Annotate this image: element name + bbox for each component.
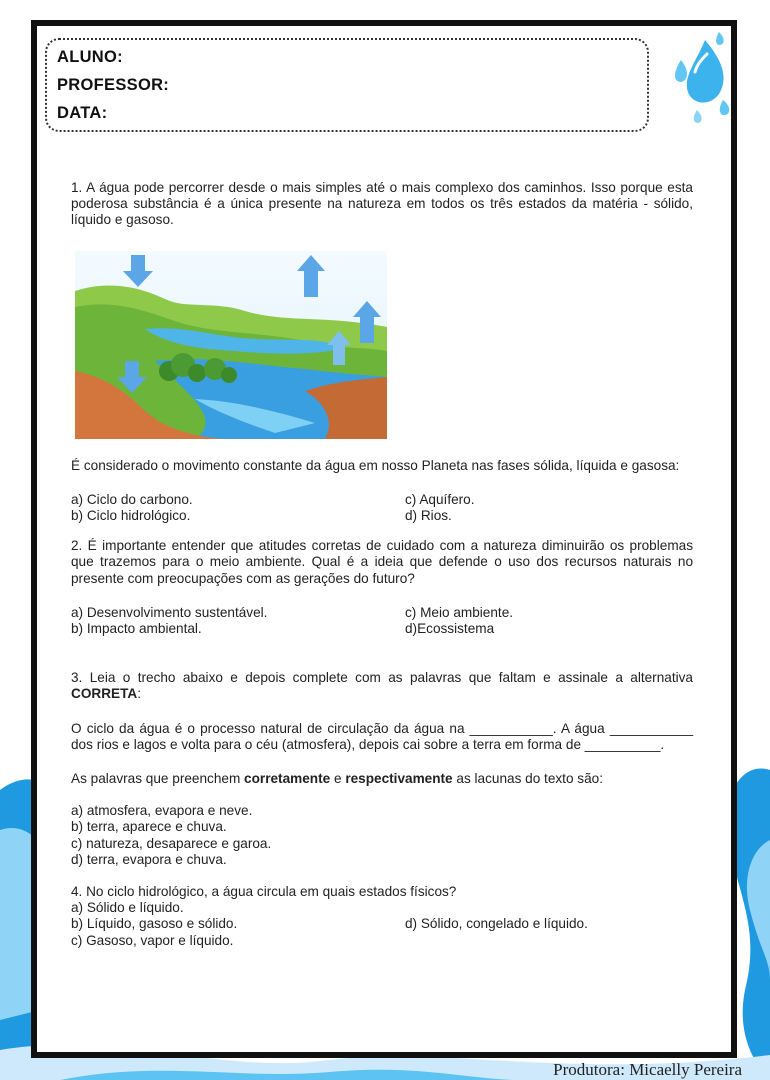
q2-option-b[interactable]: b) Impacto ambiental. [71,621,202,637]
q3-ask-1: As palavras que preenchem [71,771,241,787]
q1-option-a[interactable]: a) Ciclo do carbono. [71,491,193,507]
q4-option-b[interactable]: b) Líquido, gasoso e sólido. [71,916,238,932]
q3-option-d[interactable]: d) terra, evapora e chuva. [71,851,227,867]
q3-option-b[interactable]: b) terra, aparece e chuva. [71,819,227,835]
q4-option-d[interactable]: d) Sólido, congelado e líquido. [405,916,588,932]
date-label: DATA: [57,104,108,122]
q2-option-d[interactable]: d)Ecossistema [405,621,495,637]
q1-option-d[interactable]: d) Rios. [405,508,452,524]
q3-fill-line-1: O ciclo da água é o processo natural de circulação da água na ___________. A água [71,720,605,736]
q4-option-row [71,916,693,932]
q3-colon: : [137,686,141,702]
student-label: ALUNO: [57,48,123,66]
q4-option-a[interactable]: a) Sólido e líquido. [71,900,184,916]
q2-option-a[interactable]: a) Desenvolvimento sustentável. [71,604,268,620]
q1-option-b[interactable]: b) Ciclo hidrológico. [71,508,191,524]
student-info-box [45,38,649,132]
question-4-text: 4. No ciclo hidrológico, a água circula em quais estados físicos? [71,884,457,900]
question-3-fill-text [71,721,693,753]
question-3-options [71,803,693,868]
worksheet-frame [31,20,737,1058]
q3-ask-bold-2: respectivamente [345,771,453,787]
q3-option-c[interactable]: c) natureza, desaparece e garoa. [71,835,272,851]
q3-ask-bold-1: corretamente [244,771,331,787]
question-3-text [71,670,693,702]
question-2-text: 2. É importante entender que atitudes corretas de cuidado com a natureza diminuirão os problemas que trazemos para o meio ambiente. Qual é a ideia que defende o uso dos recursos naturais no presente com preocupações com as gerações do futuro? [71,538,693,586]
q3-ask-2: e [333,771,342,787]
q2-option-c[interactable]: c) Meio ambiente. [405,604,514,620]
q3-fill-line-2: ___________ dos rios e lagos e volta para o céu (atmosfera), depois cai sobre a terra em forma de __________. [71,720,694,752]
question-1-options [71,492,693,524]
q4-option-c[interactable]: c) Gasoso, vapor e líquido. [71,932,234,948]
q3-option-a[interactable]: a) atmosfera, evapora e neve. [71,803,253,819]
footer-credit: Produtora: Micaelly Pereira [553,1060,742,1079]
q3-correct-word: CORRETA [71,686,138,702]
water-cycle-illustration [75,251,387,439]
q3-ask-3: as lacunas do texto são: [456,771,603,787]
question-3-ask [71,771,693,787]
water-drops-icon [667,30,737,130]
question-1-statement: É considerado o movimento constante da água em nosso Planeta nas fases sólida, líquida e gasosa: [71,457,680,473]
q3-text: 3. Leia o trecho abaixo e depois complete com as palavras que faltam e assinale a alternativa [71,670,693,686]
question-2-options [71,605,693,637]
q1-option-c[interactable]: c) Aquífero. [405,491,475,507]
worksheet-content [71,180,693,949]
teacher-label: PROFESSOR: [57,76,170,94]
question-4 [71,884,693,949]
question-1-text: 1. A água pode percorrer desde o mais simples até o mais complexo dos caminhos. Isso porque esta poderosa substância é a única presente na natureza em todos os três estados da matéria - sólido, líquido e gasoso. [71,180,693,228]
